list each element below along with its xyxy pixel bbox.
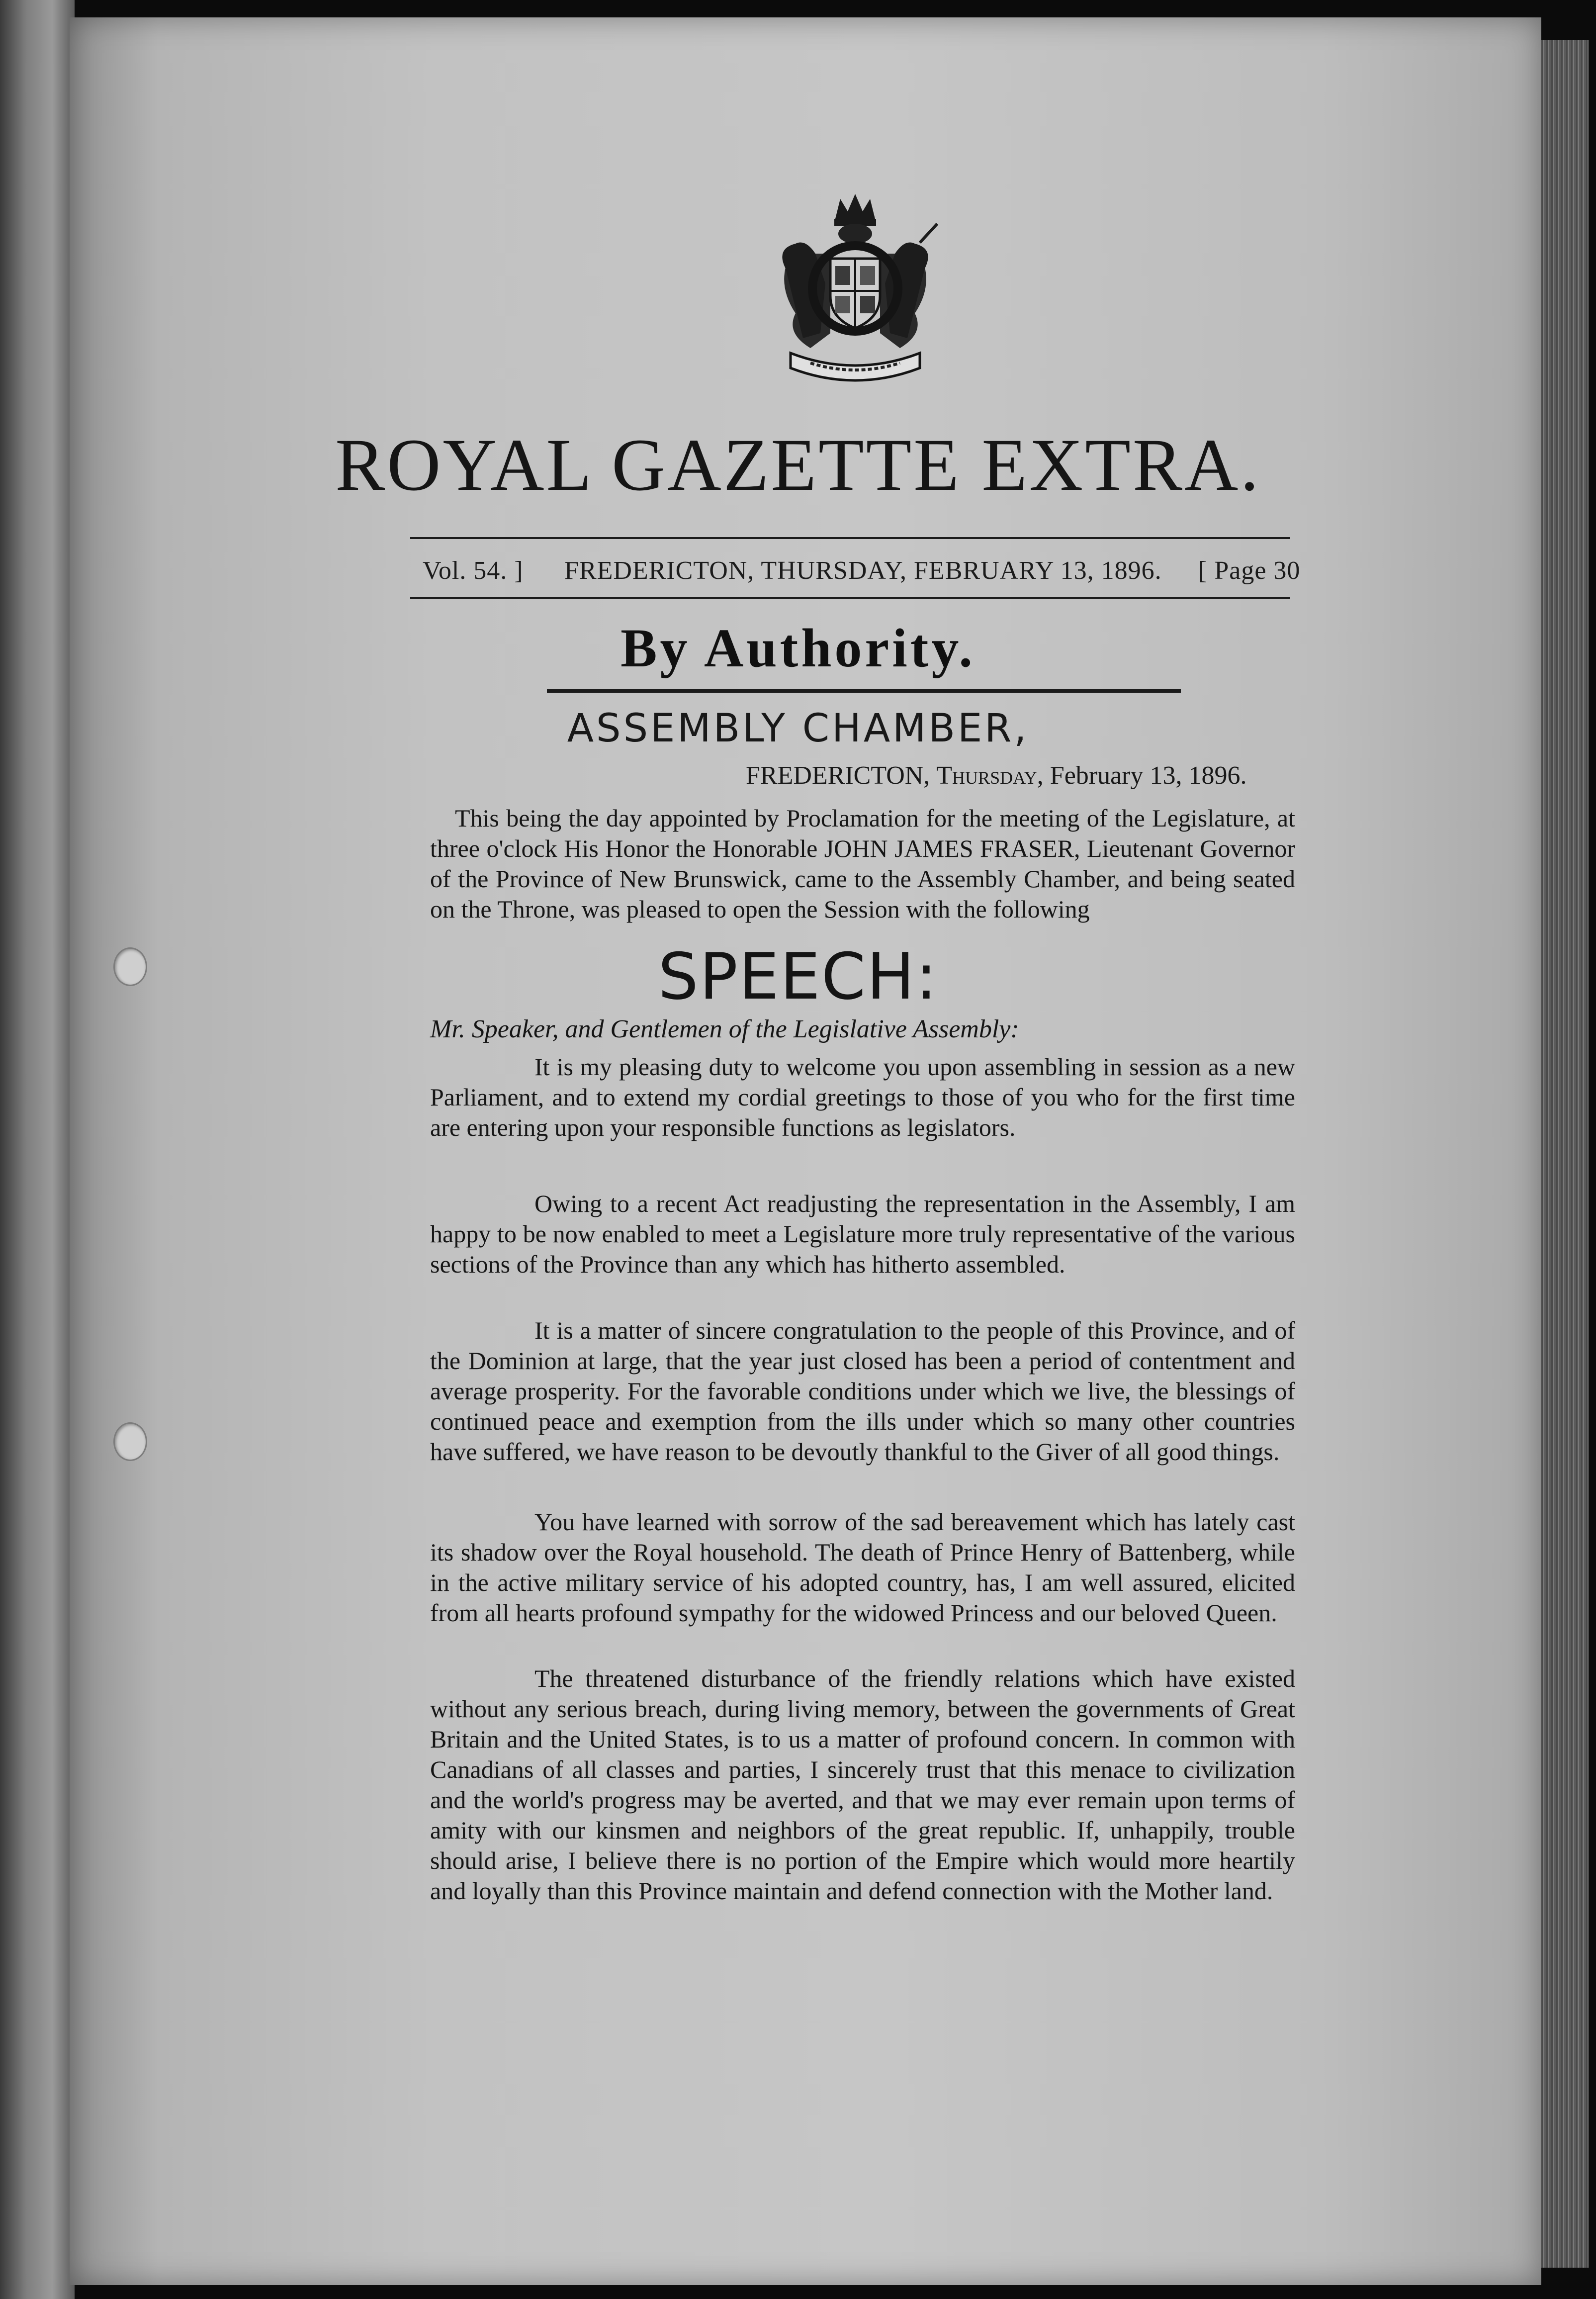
assembly-chamber-date [746,761,1247,790]
volume-number: Vol. 54. ] [423,556,524,585]
masthead-top-rule [410,537,1290,539]
binding-edge [0,0,75,2299]
masthead-title: ROYAL GAZETTE EXTRA. [335,424,1261,506]
speech-paragraph-1: It is my pleasing duty to welcome you upon assembling in session as a new Parliament, and to extend my cordial greetings to those of you who for the first time are entering upon your responsible functions as legislators. [430,1053,1295,1141]
chamber-place: FREDERICTON, [746,761,930,790]
assembly-chamber-heading: ASSEMBLY CHAMBER, [567,706,1029,751]
page-number: [ Page 30 [1198,556,1301,585]
speech-paragraph-3: It is a matter of sincere congratulation to the people of this Province, and of the Dominion at large, that the year just closed has been a period of contentment and average prosperity. For the favorable conditions under which we live, the blessings of continued peace and exemption from the ills under which so many other countries have suffered, we have reason to be devoutly thankful to the Giver of all good things. [430,1316,1295,1466]
salutation-line: Mr. Speaker, and Gentlemen of the Legislative Assembly: [430,1015,1019,1043]
masthead-bottom-rule [410,597,1290,599]
page-stack-edge [1541,40,1589,2268]
chamber-day: Thursday, [936,761,1044,790]
by-authority-heading: By Authority. [621,618,975,678]
intro-paragraph: This being the day appointed by Proclamation for the meeting of the Legislature, at three o'clock His Honor the Honorable JOHN JAMES FRASER, Lieutenant Governor of the Province of New Brunswick, came to the Assembly Chamber, and being seated on the Throne, was pleased to open the Session with the following [430,804,1295,923]
speech-paragraph-4: You have learned with sorrow of the sad bereavement which has lately cast its shadow over the Royal household. The death of Prince Henry of Battenberg, while in the active military service of his adopted country, has, I am well assured, elicited from all hearts profound sympathy for the widowed Princess and our beloved Queen. [430,1508,1295,1627]
authority-rule [547,689,1181,693]
speech-heading: SPEECH: [658,940,938,1014]
speech-paragraph-5: The threatened disturbance of the friendly relations which have existed without any serious breach, during living memory, between the governments of Great Britain and the United States, is to us a matter of profound concern. In common with Canadians of all classes and parties, I sincerely trust that this menace to civilization and the world's progress may be averted, and that we may ever remain upon terms of amity with our kinsmen and neighbors of the great republic. If, unhappily, trouble should arise, I believe there is no portion of the Empire which would more heartily and loyally than this Province maintain and defend connection with the Mother land. [430,1664,1295,1905]
speech-paragraph-2: Owing to a recent Act readjusting the representation in the Assembly, I am happy to be now enabled to meet a Legislature more truly representative of the various sections of the Province than any which has hitherto assembled. [430,1190,1295,1278]
punch-hole-lower [113,1422,147,1461]
place-and-date: FREDERICTON, THURSDAY, FEBRUARY 13, 1896. [564,556,1162,585]
royal-coat-of-arms-icon [756,184,955,393]
chamber-date-value: February 13, 1896. [1050,761,1247,790]
